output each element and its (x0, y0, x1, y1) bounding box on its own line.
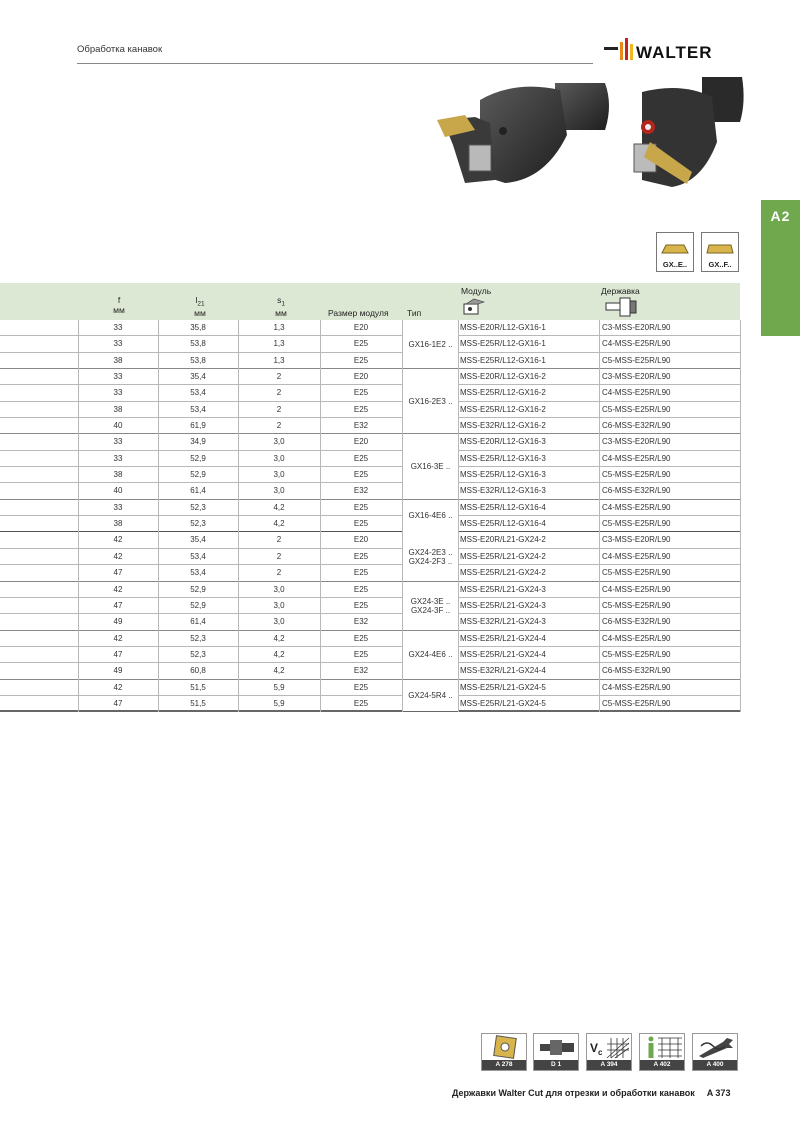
chapter-tab (761, 200, 800, 336)
table-row (0, 696, 740, 712)
col-header-holder: Державка (601, 286, 640, 296)
insert-type-e-label: GX..E.. (662, 260, 688, 269)
ref-label-tools: A 400 (693, 1060, 737, 1070)
ref-label-cutting-data: A 394 (587, 1060, 631, 1070)
cell-f: 38 (113, 404, 123, 414)
column-divider (78, 320, 79, 712)
cell-holder: C5-MSS-E25R/L90 (602, 600, 671, 610)
cell-size: E25 (353, 453, 369, 463)
cell-s1: 4,2 (273, 519, 285, 529)
svg-text:c: c (598, 1048, 603, 1057)
tool-photo-left (435, 75, 615, 190)
cell-l21: 51,5 (190, 698, 206, 708)
type-label: GX24-4E6 .. (408, 650, 453, 660)
cell-l21: 61,4 (190, 486, 206, 496)
tool-photo-right (622, 72, 747, 197)
cell-size: E25 (353, 388, 369, 398)
type-label: GX16-4E6 .. (408, 511, 453, 521)
table-row (0, 663, 740, 679)
cell-size: E25 (353, 470, 369, 480)
cell-size: E25 (353, 649, 369, 659)
table-row (0, 483, 740, 499)
cell-module: MSS-E25R/L21-GX24-2 (460, 568, 546, 578)
table-row (0, 598, 740, 614)
cell-module: MSS-E25R/L12-GX16-2 (460, 404, 546, 414)
cell-f: 47 (113, 649, 123, 659)
cell-l21: 61,4 (190, 617, 206, 627)
data-table (0, 320, 740, 712)
cell-holder: C4-MSS-E25R/L90 (602, 339, 671, 349)
cell-s1: 4,2 (273, 633, 285, 643)
table-row (0, 353, 740, 369)
cell-f: 42 (113, 551, 123, 561)
ref-label-insert: A 278 (482, 1060, 526, 1070)
cell-holder: C3-MSS-E20R/L90 (602, 437, 671, 447)
table-header (0, 283, 740, 320)
cell-module: MSS-E20R/L12-GX16-1 (460, 323, 546, 332)
cell-s1: 2 (276, 551, 282, 561)
cell-l21: 52,9 (190, 453, 206, 463)
cell-l21: 35,4 (190, 535, 206, 545)
cell-f: 47 (113, 600, 123, 610)
cell-l21: 53,8 (190, 339, 206, 349)
cell-module: MSS-E25R/L21-GX24-2 (460, 551, 546, 561)
type-label-secondary: GX24-3F .. (410, 605, 451, 615)
cell-size: E25 (353, 339, 369, 349)
cell-f: 38 (113, 519, 123, 529)
table-row (0, 549, 740, 565)
cell-l21: 53,4 (190, 388, 206, 398)
cell-holder: C6-MSS-E32R/L90 (602, 421, 671, 431)
cell-s1: 5,9 (273, 698, 285, 708)
column-divider (740, 320, 741, 712)
cell-l21: 53,8 (190, 355, 206, 365)
cell-s1: 4,2 (273, 502, 285, 512)
cell-size: E25 (353, 682, 369, 692)
table-row (0, 320, 740, 336)
cell-module: MSS-E20R/L12-GX16-2 (460, 372, 546, 382)
type-label: GX24-2E3 .. (408, 547, 453, 557)
cell-s1: 3,0 (273, 584, 285, 594)
cell-size: E25 (353, 584, 369, 594)
table-row (0, 565, 740, 581)
cell-holder: C4-MSS-E25R/L90 (602, 388, 671, 398)
type-group-cell (403, 631, 458, 679)
cell-module: MSS-E25R/L21-GX24-4 (460, 649, 546, 659)
cell-l21: 34,9 (190, 437, 206, 447)
insert-icon[interactable] (481, 1033, 527, 1071)
cell-module: MSS-E25R/L12-GX16-4 (460, 502, 546, 512)
svg-text:V: V (590, 1041, 599, 1055)
cell-l21: 61,9 (190, 421, 206, 431)
cell-l21: 53,4 (190, 568, 206, 578)
type-group-cell (403, 680, 458, 712)
cell-module: MSS-E25R/L12-GX16-2 (460, 388, 546, 398)
cell-holder: C6-MSS-E32R/L90 (602, 617, 671, 627)
cell-size: E32 (353, 486, 369, 496)
type-label: GX16-2E3 .. (408, 396, 453, 406)
cell-module: MSS-E20R/L12-GX16-3 (460, 437, 546, 447)
cell-module: MSS-E25R/L21-GX24-4 (460, 633, 546, 643)
cell-f: 42 (113, 633, 123, 643)
cell-size: E25 (353, 698, 369, 708)
cell-size: E25 (353, 633, 369, 643)
table-row (0, 532, 740, 548)
cell-module: MSS-E32R/L21-GX24-3 (460, 617, 546, 627)
cell-holder: C4-MSS-E25R/L90 (602, 682, 671, 692)
cell-size: E32 (353, 617, 369, 627)
cell-s1: 1,3 (273, 323, 285, 332)
cell-s1: 5,9 (273, 682, 285, 692)
cell-l21: 52,9 (190, 600, 206, 610)
type-group-cell (403, 320, 458, 368)
type-group-cell (403, 582, 458, 630)
cell-f: 42 (113, 682, 123, 692)
cell-s1: 2 (276, 404, 282, 414)
cell-l21: 51,5 (190, 682, 206, 692)
cell-f: 38 (113, 470, 123, 480)
cell-f: 47 (113, 568, 123, 578)
cell-size: E25 (353, 502, 369, 512)
cell-holder: C5-MSS-E25R/L90 (602, 519, 671, 529)
ref-label-holder: D 1 (534, 1060, 578, 1070)
cell-module: MSS-E25R/L12-GX16-1 (460, 355, 546, 365)
cell-f: 49 (113, 666, 123, 676)
cell-module: MSS-E25R/L12-GX16-3 (460, 453, 546, 463)
chapter-tab-label: A2 (770, 208, 791, 224)
cell-s1: 3,0 (273, 437, 285, 447)
cell-f: 33 (113, 453, 123, 463)
cell-l21: 53,4 (190, 404, 206, 414)
wrench-icon[interactable] (692, 1033, 738, 1071)
insert-type-f-label: GX..F.. (708, 260, 732, 269)
cell-holder: C4-MSS-E25R/L90 (602, 584, 671, 594)
header-divider (77, 63, 593, 64)
cell-s1: 3,0 (273, 617, 285, 627)
cell-holder: C5-MSS-E25R/L90 (602, 698, 671, 708)
cell-size: E25 (353, 519, 369, 529)
column-divider (320, 320, 321, 712)
cell-s1: 2 (276, 568, 282, 578)
column-divider (458, 320, 459, 712)
table-row (0, 516, 740, 532)
cell-f: 33 (113, 388, 123, 398)
cell-f: 40 (113, 486, 123, 496)
column-divider (402, 320, 403, 712)
cell-f: 40 (113, 421, 123, 431)
cell-f: 33 (113, 502, 123, 512)
cell-holder: C4-MSS-E25R/L90 (602, 551, 671, 561)
page-number: A 373 (706, 1088, 731, 1098)
cell-module: MSS-E32R/L21-GX24-4 (460, 666, 546, 676)
column-divider (158, 320, 159, 712)
cell-s1: 3,0 (273, 453, 285, 463)
cell-s1: 1,3 (273, 339, 285, 349)
table-row (0, 647, 740, 663)
cell-holder: C4-MSS-E25R/L90 (602, 453, 671, 463)
cell-l21: 53,4 (190, 551, 206, 561)
cell-f: 33 (113, 339, 123, 349)
cell-l21: 35,4 (190, 372, 206, 382)
cell-holder: C5-MSS-E25R/L90 (602, 355, 671, 365)
cell-holder: C3-MSS-E20R/L90 (602, 535, 671, 545)
table-row (0, 336, 740, 352)
cell-holder: C3-MSS-E20R/L90 (602, 323, 671, 332)
footer-text: Державки Walter Cut для отрезки и обработки канавок (452, 1088, 695, 1098)
insert-type-f-icon (701, 232, 739, 272)
cell-l21: 60,8 (190, 666, 206, 676)
cell-holder: C5-MSS-E25R/L90 (602, 568, 671, 578)
cell-f: 33 (113, 372, 123, 382)
table-row (0, 451, 740, 467)
cell-s1: 2 (276, 388, 282, 398)
type-group-cell (403, 500, 458, 532)
toolholder-icon[interactable] (533, 1033, 579, 1071)
cell-module: MSS-E32R/L12-GX16-3 (460, 486, 546, 496)
cutting-data-icon[interactable] (586, 1033, 632, 1071)
cell-s1: 2 (276, 421, 282, 431)
cell-s1: 4,2 (273, 649, 285, 659)
col-header-l21: $l_{21}$ мм (194, 295, 206, 318)
cell-l21: 52,9 (190, 470, 206, 480)
cell-s1: 2 (276, 372, 282, 382)
type-label-secondary: GX24-2F3 .. (408, 556, 453, 566)
cell-size: E25 (353, 355, 369, 365)
page-footer (452, 1088, 730, 1098)
table-row (0, 614, 740, 630)
walter-logo (604, 38, 742, 62)
cell-size: E25 (353, 600, 369, 610)
type-label: GX24-3E .. (410, 596, 451, 606)
page-header-title: Обработка канавок (77, 44, 163, 55)
cell-module: MSS-E25R/L12-GX16-4 (460, 519, 546, 529)
cell-module: MSS-E25R/L21-GX24-5 (460, 698, 546, 708)
col-header-size: Размер модуля (328, 308, 389, 318)
table-row (0, 680, 740, 696)
type-group-cell (403, 533, 458, 581)
cell-size: E25 (353, 404, 369, 414)
table-row (0, 402, 740, 418)
cell-l21: 52,3 (190, 633, 206, 643)
cell-module: MSS-E32R/L12-GX16-2 (460, 421, 546, 431)
holder-icon (604, 296, 638, 318)
table-row (0, 369, 740, 385)
cell-size: E25 (353, 568, 369, 578)
cell-holder: C4-MSS-E25R/L90 (602, 633, 671, 643)
cell-size: E20 (353, 437, 369, 447)
cell-module: MSS-E25R/L21-GX24-3 (460, 600, 546, 610)
cell-l21: 52,3 (190, 519, 206, 529)
logo-text: WALTER (636, 43, 713, 62)
col-header-f: f мм (113, 295, 125, 315)
cell-f: 42 (113, 535, 123, 545)
col-header-type: Тип (407, 308, 422, 318)
cell-module: MSS-E25R/L21-GX24-3 (460, 584, 546, 594)
type-label: GX16-3E .. (410, 462, 451, 472)
cell-s1: 2 (276, 535, 282, 545)
column-divider (599, 320, 600, 712)
cell-module: MSS-E25R/L12-GX16-1 (460, 339, 546, 349)
cell-module: MSS-E20R/L21-GX24-2 (460, 535, 546, 545)
cell-s1: 3,0 (273, 470, 285, 480)
cell-size: E32 (353, 421, 369, 431)
column-divider (238, 320, 239, 712)
col-header-s1: $s_1$ мм (275, 295, 287, 318)
cell-f: 38 (113, 355, 123, 365)
cell-s1: 3,0 (273, 486, 285, 496)
module-icon (462, 298, 486, 316)
cell-holder: C6-MSS-E32R/L90 (602, 486, 671, 496)
cell-s1: 1,3 (273, 355, 285, 365)
cell-module: MSS-E25R/L12-GX16-3 (460, 470, 546, 480)
table-row (0, 434, 740, 450)
cell-size: E20 (353, 323, 369, 332)
cell-holder: C3-MSS-E20R/L90 (602, 372, 671, 382)
cell-holder: C6-MSS-E32R/L90 (602, 666, 671, 676)
cell-size: E20 (353, 372, 369, 382)
type-label: GX24-5R4 .. (408, 691, 453, 701)
table-row (0, 500, 740, 516)
cell-size: E25 (353, 551, 369, 561)
cell-holder: C5-MSS-E25R/L90 (602, 649, 671, 659)
cell-holder: C5-MSS-E25R/L90 (602, 470, 671, 480)
cell-s1: 3,0 (273, 600, 285, 610)
cell-size: E20 (353, 535, 369, 545)
cell-module: MSS-E25R/L21-GX24-5 (460, 682, 546, 692)
cell-f: 33 (113, 437, 123, 447)
cell-holder: C5-MSS-E25R/L90 (602, 404, 671, 414)
insert-type-e-icon (656, 232, 694, 272)
type-group-cell (403, 434, 458, 498)
cell-l21: 52,3 (190, 502, 206, 512)
table-row (0, 385, 740, 401)
cell-l21: 52,9 (190, 584, 206, 594)
info-icon[interactable] (639, 1033, 685, 1071)
col-header-module: Модуль (461, 286, 492, 296)
type-group-cell (403, 369, 458, 433)
cell-s1: 4,2 (273, 666, 285, 676)
cell-f: 33 (113, 323, 123, 332)
cell-l21: 52,3 (190, 649, 206, 659)
table-row (0, 631, 740, 647)
cell-f: 42 (113, 584, 123, 594)
cell-holder: C4-MSS-E25R/L90 (602, 502, 671, 512)
table-row (0, 467, 740, 483)
cell-size: E32 (353, 666, 369, 676)
cell-f: 49 (113, 617, 123, 627)
cell-f: 47 (113, 698, 123, 708)
ref-label-info: A 402 (640, 1060, 684, 1070)
cell-l21: 35,8 (190, 323, 206, 332)
table-row (0, 582, 740, 598)
table-row (0, 418, 740, 434)
type-label: GX16-1E2 .. (408, 339, 453, 349)
